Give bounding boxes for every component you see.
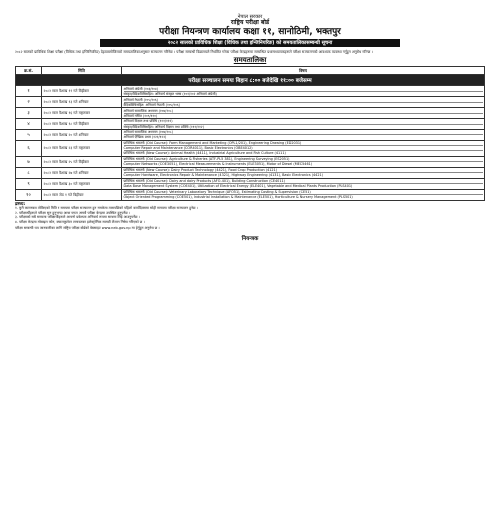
subject-line: प्राविधिक धारतर्फ (New Course): Dairy Product Technology (4421), Food Crop Production (4121)	[123, 168, 278, 173]
intro-paragraph: २०८२ सालको प्राविधिक शिक्षा परीक्षा (विधिक तथा इन्जिनियरिङ) देहायबमोजिमको समयतालिकाअनुसार सञ्चालन गरिनेछ । परीक्षा सम्बन्धी विद्यालयले निर्धारित गरेका परीक्षा केन्द्रहरूमा सम्बन्धित प्रधानाध्यापकहरूले परीक्षा सञ्चालनको आवश्यक व्यवस्था गर्नुहुन अनुरोध गरिन्छ ।	[15, 49, 373, 54]
subject-line: Computer Repair and Maintenance (COR4011), Basic Electronics (OBE4012)	[124, 145, 483, 150]
subject-line: अनिवार्य गणित (१०९/११०)	[124, 113, 483, 118]
col-date: मिति	[42, 67, 122, 75]
subject-line: Data Base Management System (COE401), Utilization of Electrical Energy (ELE401), Vegetable and Medical Plants Production (PLS401)	[124, 183, 483, 188]
time-banner-row	[16, 75, 485, 86]
subject-line: अनिवार्य सामाजिक अध्ययन (१०७/१०८)	[123, 130, 173, 135]
row-date: २०८२ साल वैशाख १८ गते बिहीबार	[42, 119, 122, 130]
row-subjects	[122, 86, 485, 97]
row-date: २०८२ साल वैशाख ११ गते बिहीबार	[42, 86, 122, 97]
table-row	[16, 189, 485, 200]
subject-line: संस्कृत/वैदिकविधिसहित: अनिवार्य संस्कृत भाषा (१०१/१०२ अनिवार्य अंग्रेजी)	[124, 91, 483, 96]
col-sn: क्र.सं.	[16, 67, 42, 75]
subject-line: अनिवार्य ऐच्छिक प्रथम (१२१/१२२)	[124, 134, 483, 139]
row-subjects	[122, 189, 485, 200]
subject-line: प्राविधिक धारतर्फ (Old Course): Agriculture & Fisheries (ATF-PL5 381), Engineering Surveying (ES2051)	[123, 157, 290, 162]
subject-line: वैदिकविधिसहित: अनिवार्य नेपाली (१०५/१०६)	[124, 102, 483, 107]
note-item: ३. परीक्षाको सबै समयमा परीक्षार्थीहरूले आफ्नो प्रवेशपत्र अनिवार्य रूपमा साथमा लिई आउनुपर्नेछ ।	[15, 215, 140, 220]
table-row	[16, 130, 485, 141]
note-item: ४. परीक्षा केन्द्रमा मोबाइल फोन, क्यालकुलेटर लगायतका इलेक्ट्रोनिक सामग्री लैजान निषेध गरिएको छ ।	[15, 219, 145, 224]
row-date: २०८२ साल वैशाख २० गते शनिबार	[42, 130, 122, 141]
schedule-title: समयतालिका	[233, 56, 267, 65]
row-subjects	[122, 97, 485, 108]
table-row	[16, 119, 485, 130]
note-item: १. कुनै कारणवश तोकिएको मिति र समयमा परीक्षा सञ्चालन हुन नसकेमा त्यसपछिको पहिलो कार्यदिवसमा सोही समयमा परीक्षा सञ्चालन हुनेछ ।	[15, 206, 198, 211]
notice-header	[15, 15, 485, 37]
row-serial: २	[16, 97, 42, 108]
row-date: २०८२ साल वैशाख २५ गते बिहीबार	[42, 156, 122, 167]
row-subjects	[122, 108, 485, 119]
table-row	[16, 108, 485, 119]
subject-line: Computer Hardware, Electronics Repair & Maintenance (4321), Highway Engineering (4131), Basic Electronics (4421)	[124, 172, 483, 177]
row-date: २०८२ साल वैशाख १३ गते शनिबार	[42, 97, 122, 108]
row-serial: १०	[16, 189, 42, 200]
schedule-table	[15, 66, 485, 200]
subject-line: अनिवार्य नेपाली (१०५/१०६)	[123, 97, 158, 102]
row-date: २०८२ साल वैशाख ३० गते मङ्गलबार	[42, 178, 122, 189]
subject-line: अनिवार्य अंग्रेजी (१०३/१०४)	[123, 86, 158, 91]
exam-time-banner: परीक्षा सञ्चालन समयः बिहान ८:०० बजेदेखि ११:०० बजेसम्म	[16, 75, 485, 86]
subject-line: अनिवार्य सामाजिक अध्ययन (१०७/१०८)	[123, 108, 173, 113]
row-serial: ६	[16, 140, 42, 156]
schedule-rows	[16, 86, 485, 200]
row-date: २०८२ साल वैशाख १६ गते मङ्गलबार	[42, 108, 122, 119]
subject-line: प्राविधिक धारतर्फ (New Course): Animal Health (4411), Industrial Agriculture and Fish Culture (4111)	[124, 150, 483, 155]
subject-line: प्राविधिक धारतर्फ (Old Course): Veterinary Laboratory Technique (AFO51), Estimating Costing & Supervision (CE51)	[123, 190, 311, 195]
row-date: २०८२ साल वैशाख २७ गते शनिबार	[42, 167, 122, 178]
row-serial: ३	[16, 108, 42, 119]
notes-section	[15, 201, 485, 225]
notes-list	[15, 206, 485, 224]
row-date: २०८२ साल जेठ १ गते बिहीबार	[42, 189, 122, 200]
row-serial: ९	[16, 178, 42, 189]
office-title: परीक्षा नियन्त्रण कार्यालय कक्षा ११, सानोठिमी, भक्तपुर	[159, 26, 341, 37]
note-item: २. परीक्षार्थीहरूले परीक्षा सुरु हुनुभन्दा आधा घण्टा अगावै परीक्षा केन्द्रमा उपस्थित हुनुपर्नेछ ।	[15, 210, 131, 215]
row-subjects	[122, 140, 485, 156]
row-subjects	[122, 167, 485, 178]
signature-title: नियन्त्रक	[241, 235, 259, 242]
table-row	[16, 86, 485, 97]
notice-banner: २०८२ सालको प्राविधिक शिक्षा (विधिक तथा इन्जिनियरिङ) को समयतालिकासम्बन्धी सूचना	[100, 39, 400, 47]
government-line: नेपाल सरकार	[237, 14, 263, 20]
board-name: राष्ट्रिय परीक्षा बोर्ड	[230, 19, 270, 27]
table-row	[16, 178, 485, 189]
table-row	[16, 167, 485, 178]
row-serial: ४	[16, 119, 42, 130]
row-subjects	[122, 156, 485, 167]
notes-title: द्रष्टव्य:	[15, 200, 26, 206]
subject-line: Object Oriented Programming (COE501), Industrial Installation & Maintenance (ELE501), Horticulture & Nursery Management (PLS501)	[124, 194, 483, 199]
subject-line: Computer Networks (COE3051), Electrical Measurements & Instruments (ELE3051), Motor of Diesel (MEC5461)	[124, 161, 483, 166]
table-row	[16, 97, 485, 108]
subject-line: संस्कृत/वैदिकविधिसहित: अनिवार्य विज्ञान तथा प्रविधि (१११/११२)	[124, 124, 483, 129]
row-subjects	[122, 178, 485, 189]
table-row	[16, 156, 485, 167]
row-date: २०८२ साल वैशाख २३ गते मङ्गलबार	[42, 140, 122, 156]
subject-line: प्राविधिक धारतर्फ (Old Course): Dairy and dairy Products (AFO-401), Building Construction (CE4011)	[123, 179, 285, 184]
row-serial: ८	[16, 167, 42, 178]
col-subject: विषय	[122, 67, 485, 75]
row-serial: ५	[16, 130, 42, 141]
subject-line: प्राविधिक धारतर्फ (Old Course): Farm Management and Marketing (OPL1/201), Engineering Drawing (ED2031)	[123, 141, 302, 146]
table-header-row	[16, 67, 485, 75]
row-subjects	[122, 130, 485, 141]
row-subjects	[122, 119, 485, 130]
row-serial: १	[16, 86, 42, 97]
row-serial: ७	[16, 156, 42, 167]
notice-page	[15, 15, 485, 485]
table-row	[16, 140, 485, 156]
extra-note: परीक्षा सम्बन्धी थप जानकारीका लागि राष्ट्रिय परीक्षा बोर्डको वेबसाइट www.neb.gov.np मा हेर्नुहुन अनुरोध छ ।	[15, 226, 160, 231]
subject-line: अनिवार्य विज्ञान तथा प्रविधि (१११/११२)	[123, 119, 173, 124]
